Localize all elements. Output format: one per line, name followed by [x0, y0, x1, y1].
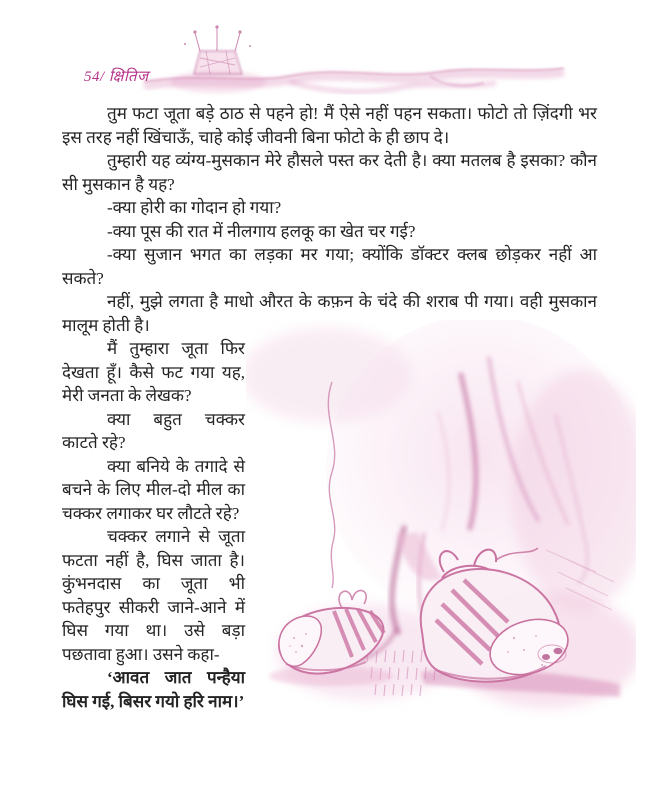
paragraph: क्या बहुत चक्कर काटते रहे?: [62, 409, 245, 452]
dialogue-line: -क्या पूस की रात में नीलगाय हलकू का खेत चर गई?: [107, 221, 416, 241]
dialogue-line: -क्या होरी का गोदान हो गया?: [107, 198, 282, 217]
page-content: [62, 102, 597, 797]
paragraph: मैं तुम्हारा जूता फिर देखता हूँ। कैसे फट गया यह, मेरी जनता के लेखक?: [62, 339, 245, 405]
couplet-quote: ‘आवत जात पन्हैया घिस गई, बिसर गयो हरि नाम।’: [62, 668, 245, 711]
dialogue-line: -क्या सुजान भगत का लड़का मर गया; क्योंकि डॉक्टर क्लब छोड़कर नहीं आ सकते?: [62, 245, 597, 288]
crown-icon: [184, 25, 251, 74]
crown-watercolor-decoration-icon: [140, 22, 570, 104]
shoes-illustration-space: [250, 337, 597, 797]
paragraph: तुम फटा जूता बड़े ठाठ से पहने हो! मैं ऐसे नहीं पहन सकता। फोटो तो ज़िंदगी भर इस तरह नहीं खिंचाऊँ, चाहे कोई जीवनी बिना फोटो के ही छाप दे।: [62, 104, 597, 147]
text-wrap-section: [62, 337, 597, 713]
paragraph: चक्कर लगाने से जूता फटता नहीं है, घिस जाता है। कुंभनदास का जूता भी फतेहपुर सीकरी जाने-आने में घिस गया था। उसे बड़ा पछतावा हुआ। उसने कहा-: [62, 527, 245, 664]
page-number-label: 54/ क्षितिज: [84, 69, 149, 85]
paragraph: नहीं, मुझे लगता है माधो औरत के कफ़न के चंदे की शराब पी गया। वही मुसकान मालूम होती है।: [62, 292, 597, 335]
paragraph: तुम्हारी यह व्यंग्य-मुसकान मेरे हौसले पस्त कर देती है। क्या मतलब है इसका? कौन सी मुसकान है यह?: [62, 151, 597, 194]
paragraph: क्या बनिये के तगादे से बचने के लिए मील-दो मील का चक्कर लगाकर घर लौटते रहे?: [62, 456, 245, 523]
